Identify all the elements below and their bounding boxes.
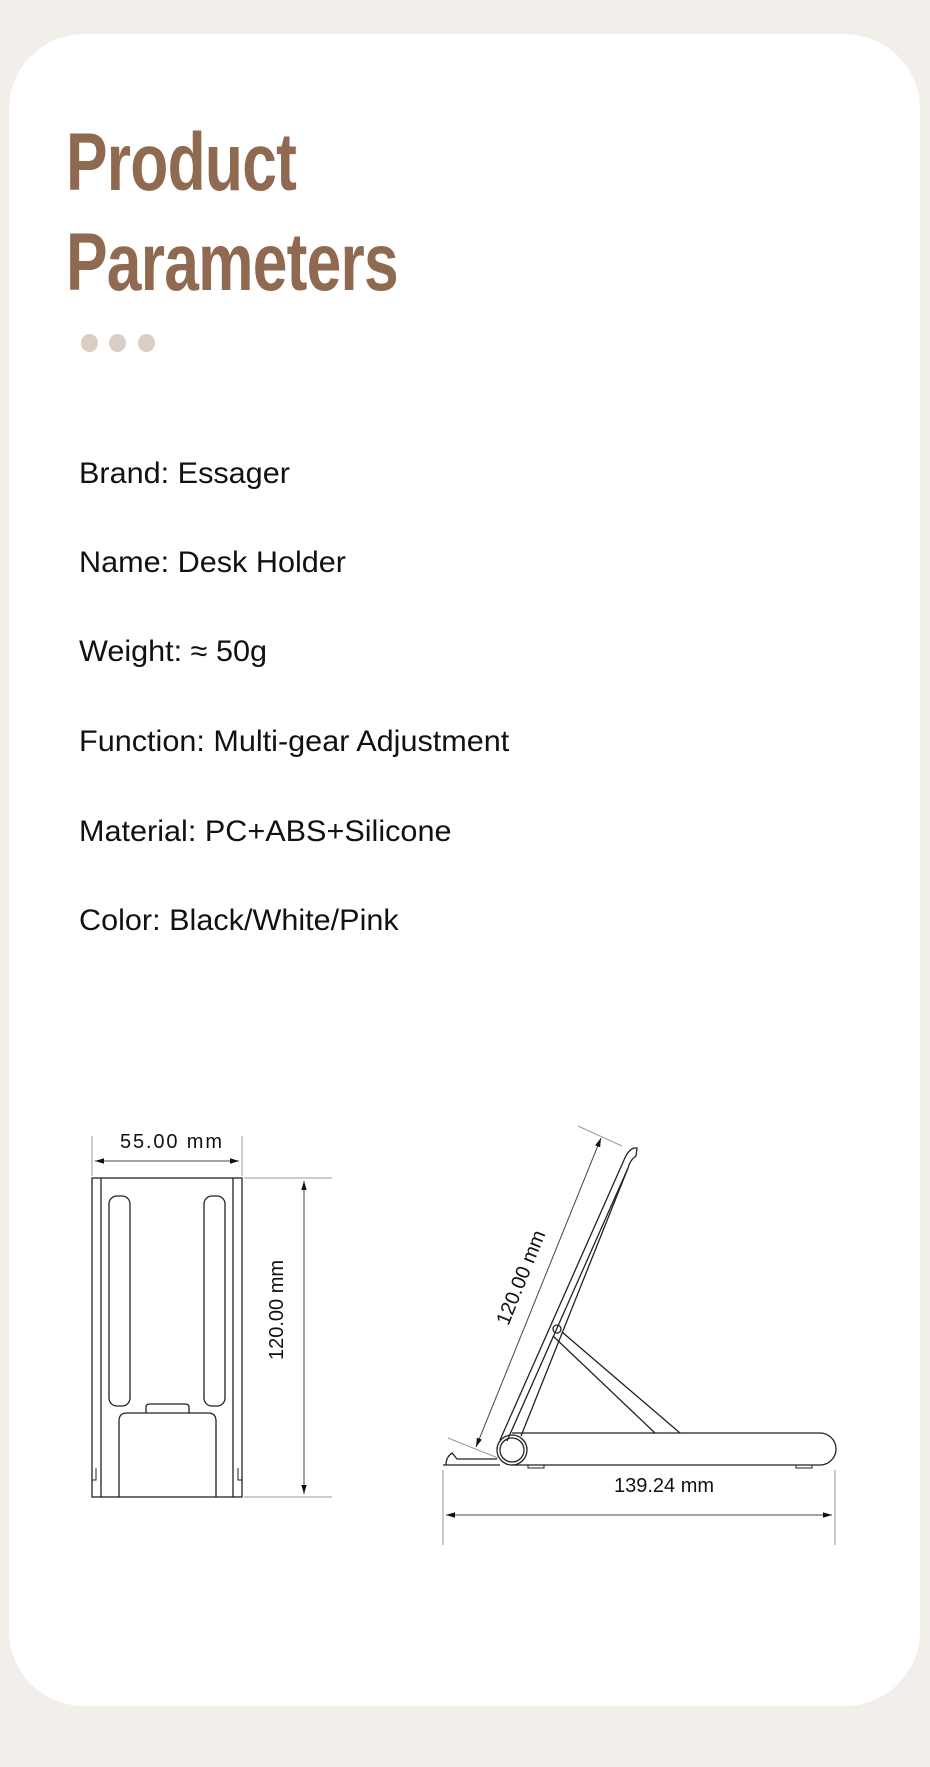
- spec-weight: Weight: ≈ 50g: [79, 635, 268, 668]
- spec-material: Material: PC+ABS+Silicone: [79, 815, 452, 848]
- front-view: [92, 1178, 242, 1497]
- spec-name: Name: Desk Holder: [79, 546, 347, 579]
- page-title-line1: Product: [66, 117, 297, 208]
- page-title-line2: Parameters: [66, 217, 398, 308]
- front-dimensions: [92, 1136, 332, 1497]
- front-height-label: 120.00 mm: [266, 1259, 288, 1361]
- side-depth-label: 139.24 mm: [613, 1475, 715, 1497]
- spec-brand: Brand: Essager: [79, 457, 290, 490]
- spec-function: Function: Multi-gear Adjustment: [79, 725, 510, 758]
- spec-color: Color: Black/White/Pink: [79, 904, 399, 937]
- front-width-label: 55.00 mm: [120, 1131, 222, 1153]
- side-length-label: 120.00 mm: [492, 1227, 551, 1329]
